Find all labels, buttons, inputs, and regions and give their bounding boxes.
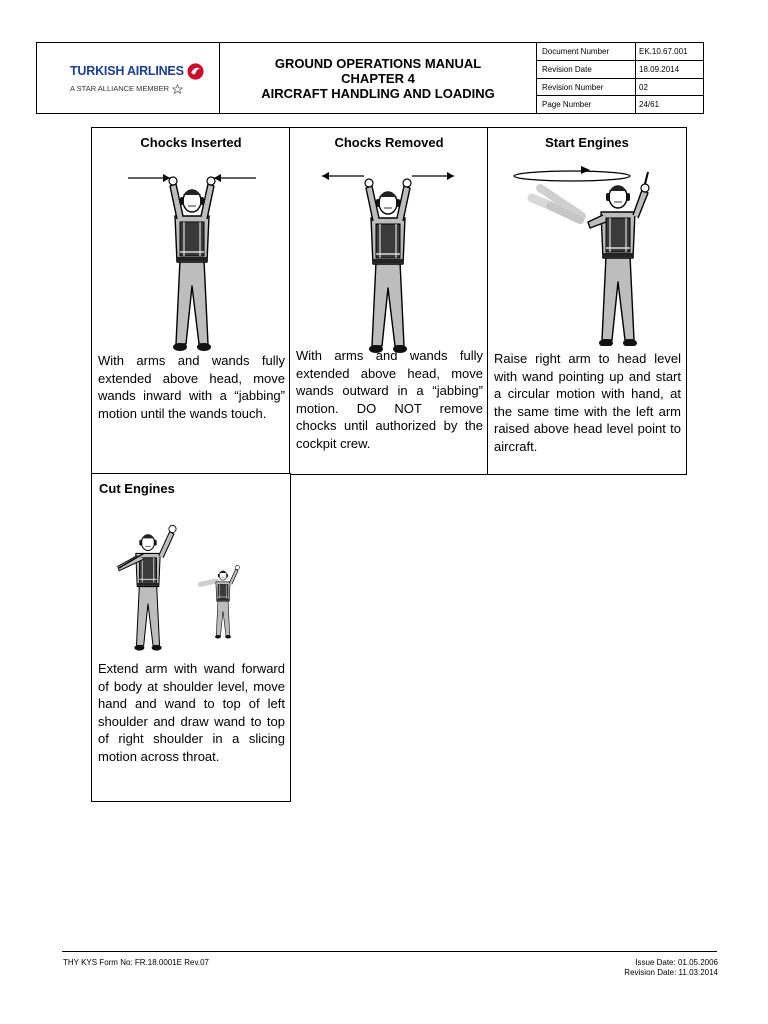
meta-row-revision-number: [537, 79, 703, 97]
footer-divider: [62, 951, 717, 952]
logo-tagline: A STAR ALLIANCE MEMBER: [70, 84, 170, 93]
signal-description: Extend arm with wand forward of body at shoulder level, move hand and wand to top of left shoulder and draw wand to top of right shoulder in a slicing motion across throat.: [98, 661, 285, 764]
document-meta-table: [537, 43, 703, 113]
document-header: [36, 42, 704, 114]
chocks-removed-illustration: [318, 166, 458, 358]
meta-key: Page Number: [537, 96, 636, 113]
signal-description: Raise right arm to head level with wand pointing up and start a circular motion with hand, at the same time with the left arm raised above head level point to aircraft.: [494, 351, 681, 454]
signal-title: Start Engines: [545, 135, 629, 150]
start-engines-illustration: [510, 166, 670, 346]
star-alliance-icon: [172, 84, 183, 94]
manual-title-block: [220, 43, 537, 113]
meta-value: EK.10.67.001: [639, 47, 688, 56]
cut-engines-illustration: [112, 512, 272, 652]
signal-description: With arms and wands fully extended above head, move wands inward with a “jabbing” motion until the wands touch.: [98, 353, 285, 421]
meta-row-revision-date: [537, 61, 703, 79]
signal-cell-chocks-removed: [289, 127, 489, 475]
meta-value: 02: [639, 82, 648, 92]
airline-logo: [37, 43, 220, 113]
signal-cell-start-engines: [487, 127, 687, 475]
signal-title: Chocks Inserted: [140, 135, 242, 150]
signal-cell-cut-engines: [91, 473, 291, 802]
revision-date: Revision Date: 11.03.2014: [624, 968, 718, 977]
issue-date: Issue Date: 01.05.2006: [635, 958, 718, 967]
signal-title: Cut Engines: [99, 481, 175, 496]
chapter-number: CHAPTER 4: [341, 70, 415, 86]
logo-wordmark: TURKISH AIRLINES: [70, 64, 184, 78]
meta-key: Revision Date: [537, 61, 636, 78]
meta-value: 24/61: [639, 100, 660, 110]
footer-dates: [624, 958, 718, 978]
meta-key: Revision Number: [537, 79, 636, 96]
signal-title: Chocks Removed: [334, 135, 444, 150]
manual-title: GROUND OPERATIONS MANUAL: [274, 55, 482, 71]
signal-description: With arms and wands fully extended above head, move wands outward in a “jabbing” motion. DO NOT remove chocks until authorized by the cockpit crew.: [296, 348, 483, 451]
meta-key: Document Number: [537, 43, 636, 60]
form-number: THY KYS Form No: FR.18.0001E Rev.07: [63, 958, 209, 967]
chapter-title: AIRCRAFT HANDLING AND LOADING: [261, 85, 495, 101]
chocks-inserted-illustration: [122, 164, 262, 356]
signal-cell-chocks-inserted: [91, 127, 291, 475]
meta-value: 18.09.2014: [639, 64, 680, 74]
meta-row-document-number: [537, 43, 703, 61]
tulip-logo-icon: [187, 63, 204, 80]
meta-row-page-number: [537, 96, 703, 113]
